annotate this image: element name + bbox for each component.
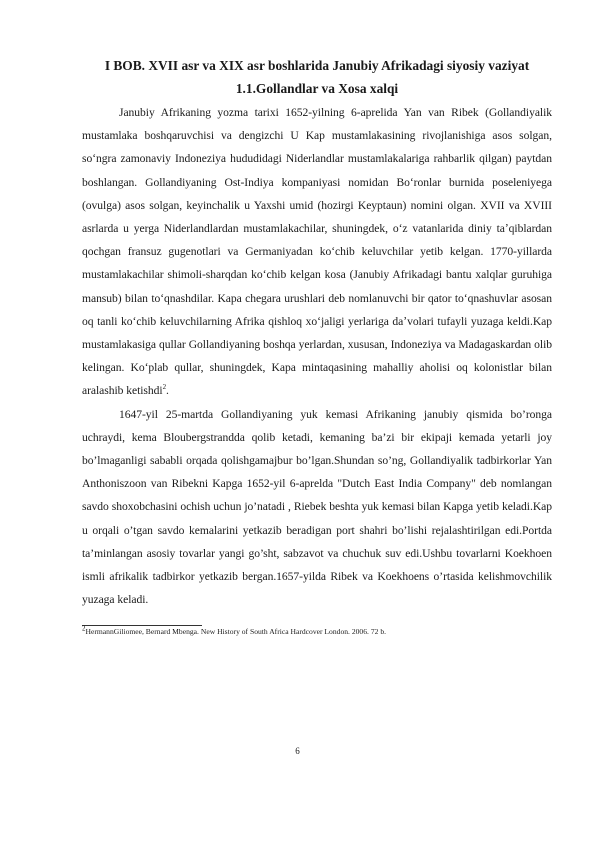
paragraph-1 xyxy=(82,101,552,403)
chapter-title: I BOB. XVII asr va XIX asr boshlarida Janubiy Afrikadagi siyosiy vaziyat xyxy=(104,58,530,73)
document-page xyxy=(82,54,552,637)
footnote-number: 2 xyxy=(82,624,86,633)
section-title: 1.1.Gollandlar va Xosa xalqi xyxy=(235,81,399,96)
paragraph-2: 1647-yil 25-martda Gollandiyaning yuk kemasi Afrikaning janubiy qismida bo’ronga uchraydi, kema Bloubergstrandda qolib ketadi, kemaning ba’zi bir ekipaji kemada yetarli joy bo’lmaganligi sababli orqada qolishgamajbur bo’lgan.Shundan so’ng, Gollandiyalik tadbirkorlar Yan Anthoniszoon van Ribekni Kapga 1652-yil 6-aprelda "Dutch East India Company" deb nomlangan savdo shoxobchasini ochish uchun jo’natadi , Riebek beshta yuk kemasi bilan Kapga yetib keladi.Kap u orqali o’tgan savdo kemalarini yetkazib beradigan port shahri bo’lishi rejalashtirilgan edi.Portda ta’minlangan asosiy tovarlar yangi go’sht, sabzavot va chuchuk suv edi.Ushbu tovarlarni Koekhoen ismli afrikalik tadbirkor yetkazib bergan.1657-yilda Ribek va Koekhoens o’rtasida kelishmovchilik yuzaga keladi. xyxy=(82,407,552,607)
page-number: 6 xyxy=(295,746,300,756)
footnote-text: HermannGiliomee, Bernard Mbenga. New History of South Africa Hardcover London. 2006. 72 b. xyxy=(85,627,387,637)
footnote xyxy=(82,624,552,637)
paragraph-1-text: Janubiy Afrikaning yozma tarixi 1652-yilning 6-aprelida Yan van Ribek (Gollandiyalik mustamlaka boshqaruvchisi va dengizchi U Kap mustamlakasining rivojlanishiga asos solgan, soʻngra zamonaviy Indoneziya hududidagi Niderlandlar mustamlakalariga rahbarlik qilgan) paytdan boshlangan. Gollandiyaning Ost-Indiya kompaniyasi nomidan Boʻronlar burnida poseleniyega (ovulga) asos solgan, keyinchalik u Yaxshi umid (hozirgi Keyptaun) nomini olgan. XVII va XVIII asrlarda u yerga Niderlandlardan mustamlakachilar, shuningdek, oʻz vatanlarida diniy taʼqiblardan qochgan fransuz gugenotlari va Germaniyadan koʻchib keluvchilar yetib kelgan. 1770-yillarda mustamlakachilar shimoli-sharqdan koʻchib kelgan kosa (Janubiy Afrikadagi bantu xalqlar guruhiga mansub) bilan toʻqnashdilar. Kapa chegara urushlari deb nomlanuvchi bir qator toʻqnashuvlar asosan oq tanli koʻchib keluvchilarning Afrika qishloq xoʻjaligi yerlariga daʼvolari tufayli yuzaga keldi.Kap mustamlakasiga qullar Gollandiyaning boshqa yerlardan, xususan, Indoneziya va Madagaskardan olib kelingan. Koʻplab qullar, shuningdek, Kapa mintaqasining mahalliy aholisi oq kolonistlar bilan aralashib ketishdi xyxy=(82,106,552,398)
footnote-reference[interactable]: 2 xyxy=(162,383,167,392)
paragraph-1-end: . xyxy=(166,384,169,398)
